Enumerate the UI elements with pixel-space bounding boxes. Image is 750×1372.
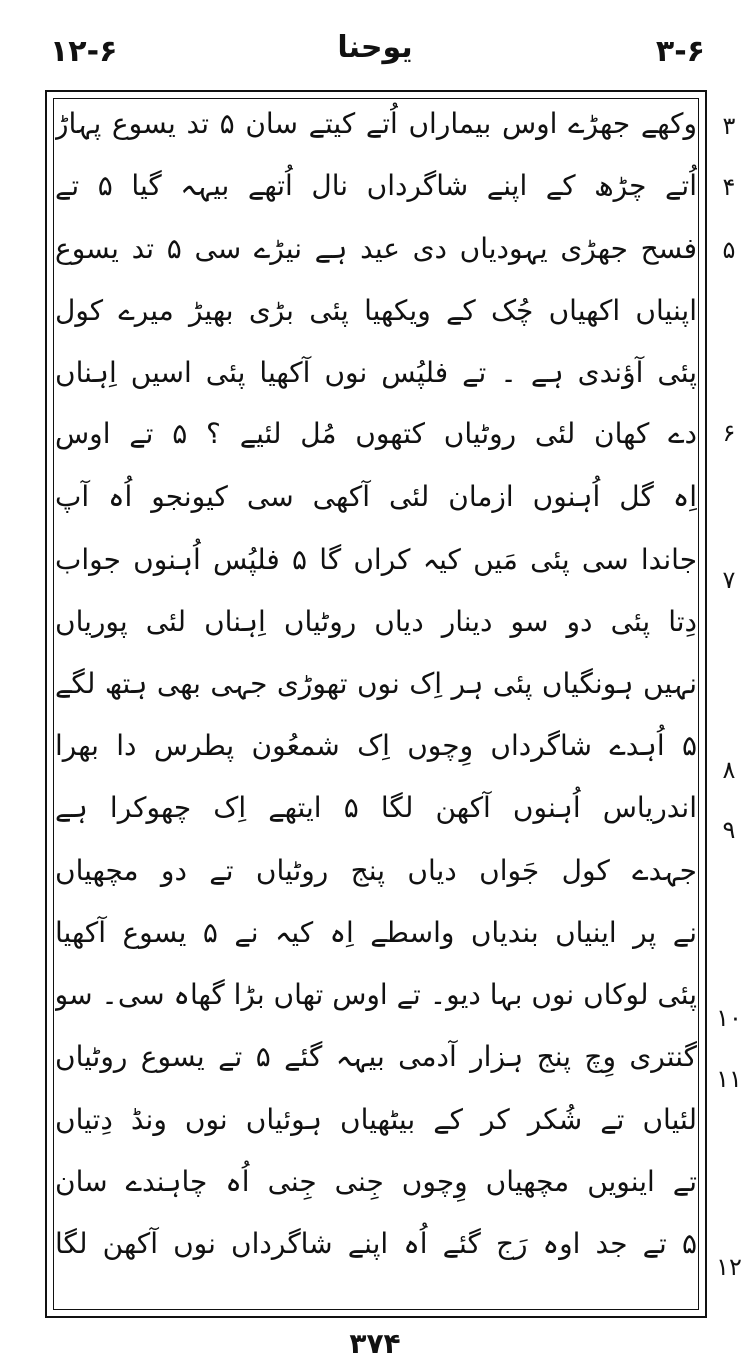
text-line: ۵ اُہدے شاگرداں وِچوں اِک شمعُون پطرس دا بھرا: [55, 729, 697, 762]
header-chapter-range-start: ۳-۶: [655, 34, 705, 69]
text-line: دِتا پئی دو سو دینار دیاں روٹیاں اِہناں لئی پوریاں: [55, 605, 697, 638]
verse-number: ۷: [722, 566, 736, 594]
text-line: دے کھان لئی روٹیاں کتھوں مُل لئیے ؟ ۵ تے اوس: [55, 417, 697, 450]
text-line: پئی آؤندی ہے ۔ تے فلپُس نوں آکھیا پئی اسیں اِہناں: [55, 356, 697, 389]
verse-number: ۱۰: [716, 1004, 742, 1032]
text-line: ۵ تے جد اوہ رَج گئے اُہ اپنے شاگرداں نوں آکھن لگا: [55, 1227, 697, 1260]
verse-number: ۵: [722, 236, 736, 264]
header-book-title: یوحنا: [337, 30, 413, 65]
text-line: وکھے جھڑے اوس بیماراں اُتے کیتے سان ۵ تد یسوع پہاڑ: [55, 107, 697, 140]
text-line: اُتے چڑھ کے اپنے شاگرداں نال اُتھے بیہہ گیا ۵ تے: [55, 169, 697, 202]
page-number: ۳۷۴: [349, 1327, 401, 1360]
verse-number: ۱۲: [716, 1253, 742, 1281]
page-header: [40, 22, 710, 82]
text-line: اِہ گل اُہنوں ازمان لئی آکھی سی کیونجو اُہ آپ: [55, 480, 697, 513]
verse-number: ۱۱: [716, 1065, 742, 1093]
text-line: گنتری وِچ پنج ہزار آدمی بیہہ گئے ۵ تے یسوع روٹیاں: [55, 1040, 697, 1073]
verse-number: ۶: [722, 419, 736, 447]
text-line: جہدے کول جَواں دیاں پنج روٹیاں تے دو مچھیاں: [55, 854, 697, 887]
text-line: اندریاس اُہنوں آکھن لگا ۵ ایتھے اِک چھوکرا ہے: [55, 791, 697, 824]
text-line: پئی لوکاں نوں بہا دیو۔ تے اوس تھاں بڑا گھاہ سی۔ سو: [55, 978, 697, 1011]
text-line: نے پر اینیاں بندیاں واسطے اِہ کیہ نے ۵ یسوع آکھیا: [55, 916, 697, 949]
text-line: فسح جھڑی یہودیاں دی عید ہے نیڑے سی ۵ تد یسوع: [55, 232, 697, 265]
text-line: جاندا سی پئی مَیں کیہ کراں گا ۵ فلپُس اُہنوں جواب: [55, 543, 697, 576]
verse-number: ۴: [722, 173, 736, 201]
text-line: نہیں ہونگیاں پئی ہر اِک نوں تھوڑی جہی بھی ہتھ لگے: [55, 667, 697, 700]
header-chapter-range-end: ۱۲-۶: [50, 34, 118, 69]
verse-number: ۳: [722, 112, 736, 140]
text-line: تے اینویں مچھیاں وِچوں جِنی جِنی اُہ چاہندے سان: [55, 1165, 697, 1198]
text-line: لئیاں تے شُکر کر کے بیٹھیاں ہوئیاں نوں ونڈ دِتیاں: [55, 1103, 697, 1136]
verse-number: ۸: [722, 756, 736, 784]
text-line: اپنیاں اکھیاں چُک کے ویکھیا پئی بڑی بھیڑ میرے کول: [55, 294, 697, 327]
verse-number: ۹: [722, 816, 736, 844]
